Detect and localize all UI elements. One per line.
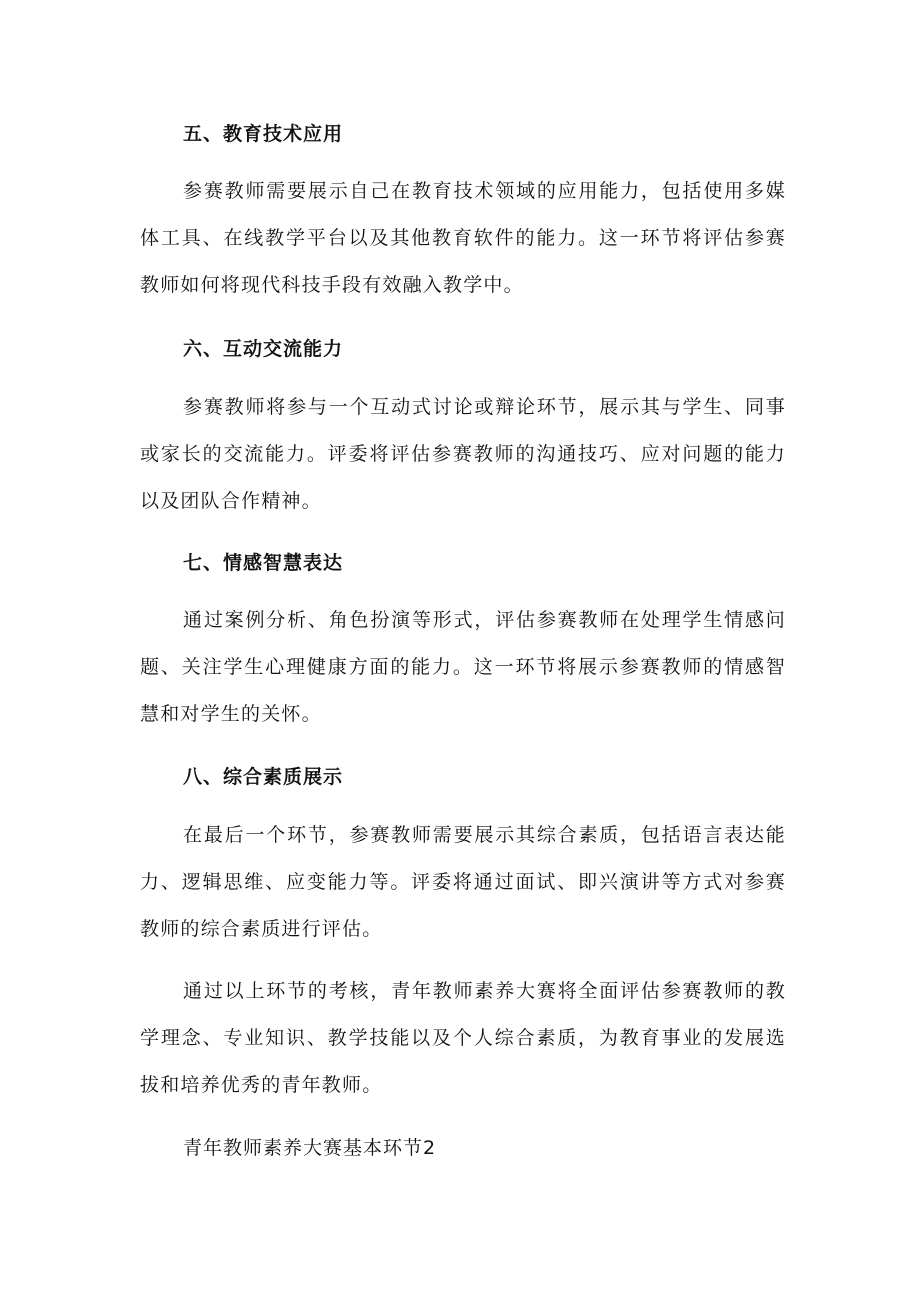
section-heading-6: 六、互动交流能力 bbox=[183, 338, 344, 360]
section-body-6: 参赛教师将参与一个互动式讨论或辩论环节，展示其与学生、同事或家长的交流能力。评委将评估参赛教师的沟通技巧、应对问题的能力以及团队合作精神。 bbox=[140, 396, 786, 512]
section-heading-5: 五、教育技术应用 bbox=[183, 123, 344, 145]
section-body-7: 通过案例分析、角色扮演等形式，评估参赛教师在处理学生情感问题、关注学生心理健康方面的能力。这一环节将展示参赛教师的情感智慧和对学生的关怀。 bbox=[140, 609, 786, 725]
section-body-5: 参赛教师需要展示自己在教育技术领域的应用能力，包括使用多媒体工具、在线教学平台以及其他教育软件的能力。这一环节将评估参赛教师如何将现代科技手段有效融入教学中。 bbox=[140, 180, 786, 296]
section-heading-7: 七、情感智慧表达 bbox=[183, 552, 344, 574]
next-section-title: 青年教师素养大赛基本环节2 bbox=[183, 1137, 437, 1159]
conclusion-paragraph: 通过以上环节的考核，青年教师素养大赛将全面评估参赛教师的教学理念、专业知识、教学技能以及个人综合素质，为教育事业的发展选拔和培养优秀的青年教师。 bbox=[140, 980, 786, 1096]
section-heading-8: 八、综合素质展示 bbox=[183, 766, 344, 788]
section-body-8: 在最后一个环节，参赛教师需要展示其综合素质，包括语言表达能力、逻辑思维、应变能力等。评委将通过面试、即兴演讲等方式对参赛教师的综合素质进行评估。 bbox=[140, 824, 786, 940]
